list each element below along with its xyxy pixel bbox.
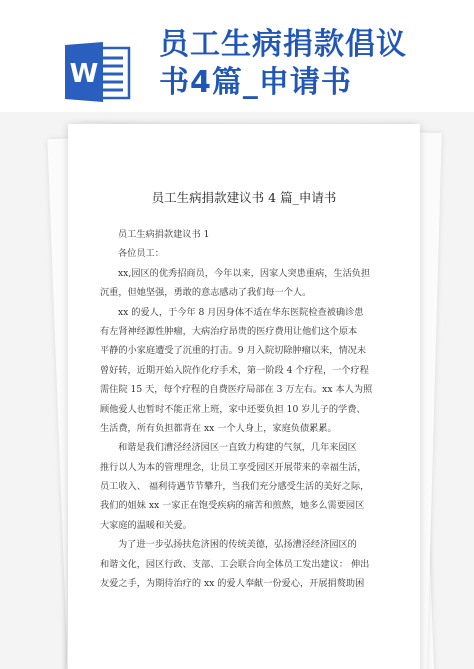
body-line: 沉重，但她坚强，勇敢的意志感动了我们每一个人。 bbox=[100, 287, 312, 299]
body-line: 生活费，所有负担都背在 xx 一个人身上，家庭负债累累。 bbox=[100, 422, 337, 434]
body-line: 和谐是我们漕泾经济园区一直致力构建的气氛，几年来园区 bbox=[118, 442, 357, 454]
body-line: 需住院 15 天，每个疗程的自费医疗局部在 3 万左右。xx 本人为照 bbox=[100, 384, 373, 396]
body-line: 曾好转，近期开始入院作化疗手术，第一阶段 4 个疗程，一个疗程 bbox=[100, 364, 369, 376]
body-line: 平静的小家庭遭受了沉重的打击。9 月入院切除肿瘤以来，情况未 bbox=[100, 345, 367, 357]
body-line: 大家庭的温暖和关爱。 bbox=[100, 519, 192, 531]
document-title: 员工生病捐款建议书 4 篇_申请书 bbox=[151, 190, 337, 205]
word-icon-letter: W bbox=[69, 59, 99, 89]
banner bbox=[0, 0, 474, 112]
body-line: 我们的姐妹 xx 一家正在饱受疾病的痛苦和煎熬，她多么需要园区 bbox=[100, 500, 365, 512]
body-line: 有左肾神经源性肿瘤，大病治疗昂贵的医疗费用让他们这个原本 bbox=[100, 325, 358, 337]
document-page bbox=[68, 124, 420, 669]
body-line: 推行以人为本的管理理念，让员工享受园区开展带来的幸福生活， bbox=[100, 461, 367, 473]
body-line: 为了进一步弘扬扶危济困的传统美德，弘扬漕泾经济园区的 bbox=[118, 539, 357, 551]
document-body bbox=[100, 225, 396, 593]
body-line: xx 的爱人，于今年 8 月因身体不适在华东医院检查被确诊患 bbox=[118, 306, 364, 318]
body-line: xx,园区的优秀招商员，今年以来，因家人突患重病，生活负担 bbox=[118, 267, 371, 279]
word-document-icon bbox=[63, 42, 133, 102]
document-preview bbox=[0, 112, 474, 669]
banner-title bbox=[159, 26, 459, 102]
body-line: 员工收入、 福利待遇节节攀升，当我们充分感受生活的美好之际， bbox=[100, 481, 370, 493]
banner-title-line-1: 员工生病捐款倡议 bbox=[159, 27, 407, 62]
body-line: 和谐文化，园区行政、支部、工会联合向全体员工发出建议： 伸出 bbox=[100, 558, 370, 570]
body-line: 顾他爱人也暂时不能正常上班，家中还要负担 10 岁儿子的学费、 bbox=[100, 403, 366, 415]
banner-title-line-2: 书4篇_申请书 bbox=[159, 65, 352, 100]
body-line: 友爱之手，为期待治疗的 xx 的爱人奉献一份爱心，开展捐赘助困 bbox=[100, 578, 365, 590]
body-line: 员工生病捐款建议书 1 bbox=[118, 229, 210, 240]
body-line: 各位员工： bbox=[118, 248, 164, 260]
